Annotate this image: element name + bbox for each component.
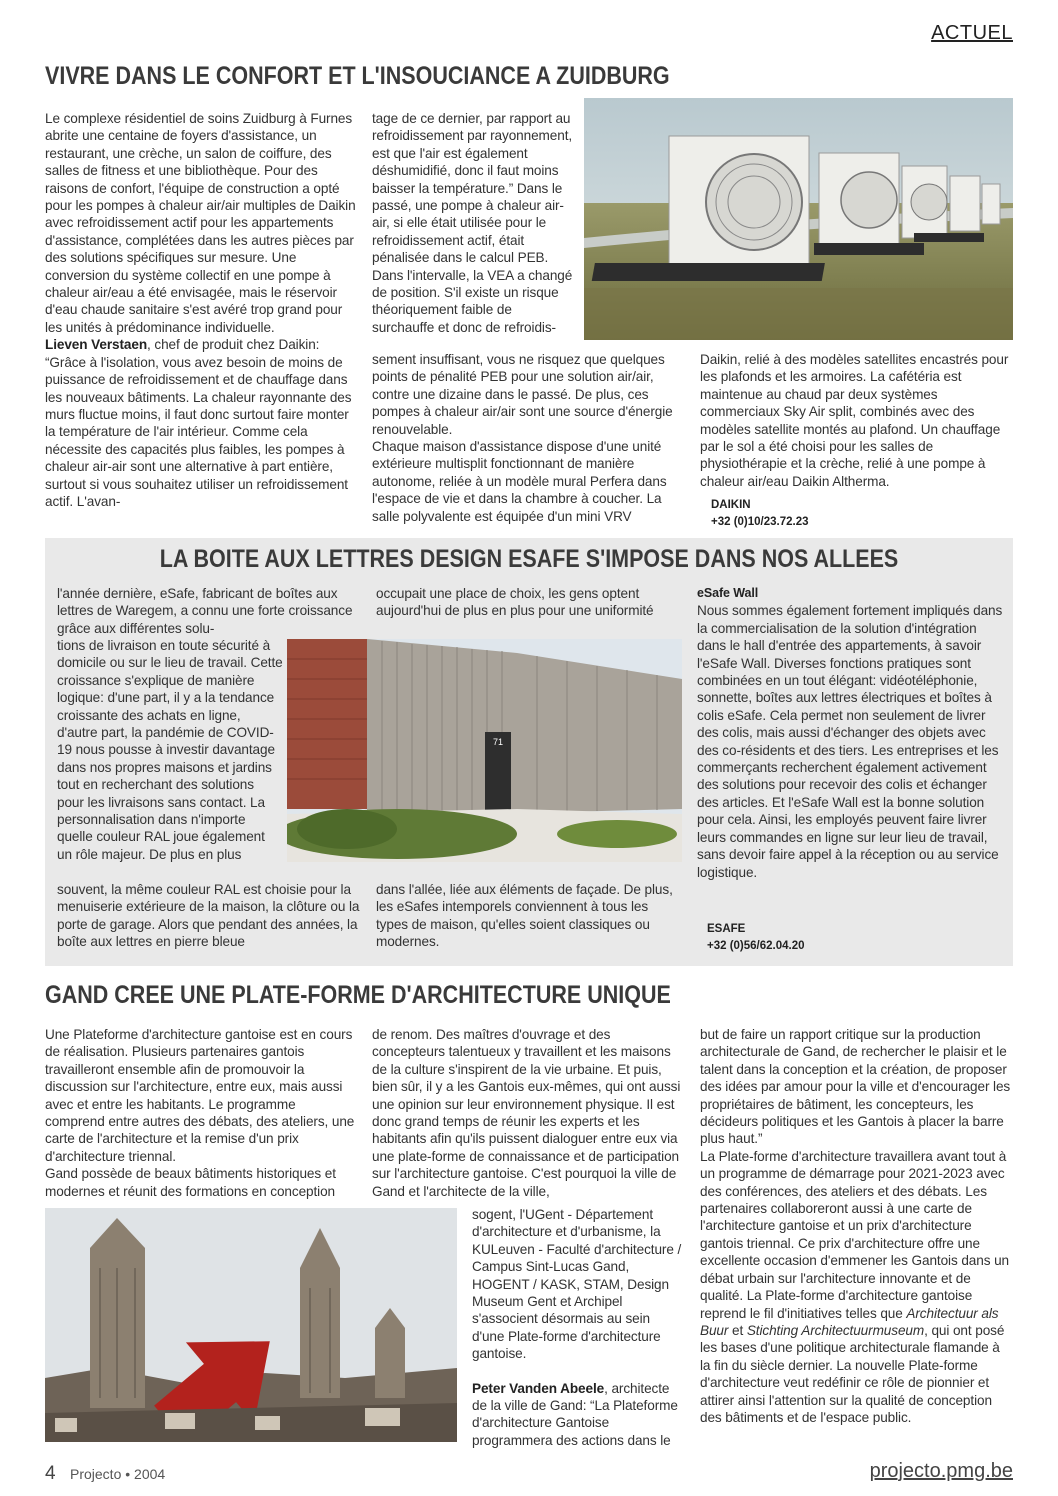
article1-col2-para2: Chaque maison d'assistance dispose d'une unité extérieure multisplit fonctionnant de manière autonome, reliée à un modèle mural Perfera dans l'espace de vie et dans la chambre à coucher. La salle polyvalente est équipée d'un mini VRV (372, 439, 667, 524)
section-tag: ACTUEL (931, 22, 1013, 44)
esafe-photo (287, 639, 682, 862)
article2-col3 (697, 585, 1003, 881)
article2-col1-mid: tions de livraison en toute sécurité à domicile ou sur le lieu de travail. Cette croissance s'explique de manière logique: d'une part, il y a la tendance croissante des achats en ligne, d'autre part, la pandémie de COVID-19 nous pousse à investir davantage dans nos propres maisons et jardins tout en recherchant des solutions pour les livraisons sans contact. La personnalisation dans n'importe quelle couleur RAL joue également un rôle majeur. De plus en plus (57, 638, 283, 862)
heat-pump-photo (584, 98, 1013, 340)
article3-col1 (45, 1026, 357, 1200)
article1-col3: Daikin, relié à des modèles satellites encastrés pour les plafonds et les armoires. La cafétéria est maintenue au chaud par deux systèmes commerciaux Sky Air split, combinés avec des modèles satellite montés au plafond. Un chauffage par le sol a été choisi pour les salles de physiothérapie et la crèche, relié à une pompe à chaleur air/eau Daikin Altherma. (700, 352, 1009, 489)
article2-col3-text: Nous sommes également fortement impliqués dans la commercialisation de la solution d'intégration dans le hall d'entrée des appartements, à savoir l'eSafe Wall. Diverses fonctions pratiques sont combinées en un tout élégant: vidéotéléphonie, sonnette, boîtes aux lettres électriques et boîtes à colis eSafe. Cela permet non seulement de livrer des colis, mais aussi d'échanger des objets avec des co-résidents et des tiers. Les entreprises et les commerçants recherchent également activement des solutions pour recevoir des colis et échanger des articles. Et l'eSafe Wall est la bonne solution pour cela. Ainsi, les employés peuvent faire livrer leurs commandes en ligne sur leur lieu de travail, sans devoir faire appel à la réception ou au service logistique. (697, 603, 1003, 880)
article2-col1-top: l'année dernière, eSafe, fabricant de boîtes aux lettres de Waregem, a connu une forte croissance grâce aux différentes solu- (57, 586, 353, 636)
article1-quote (45, 336, 357, 510)
article3-quote (472, 1380, 684, 1450)
article1-contact-name: DAIKIN (711, 499, 751, 511)
article3-col2-para: sogent, l'UGent - Département d'architecture et d'urbanisme, la KULeuven - Faculté d'architecture / Campus Sint-Lucas Gand, HOGENT / KASK, STAM, Design Museum Gent et Archipel s'associent désormais au sein d'une Plate-forme d'architecture gantoise. (472, 1207, 682, 1362)
article3-col3 (700, 1026, 1012, 1426)
article3-col1-para1: Une Plateforme d'architecture gantoise est en cours de réalisation. Plusieurs partenaires gantois travailleront ensemble afin de promouvoir la discussion sur l'architecture, entre eux, mais aussi avec et entre les habitants. Le programme comprend entre autres des débats, des ateliers, une carte de l'architecture et la remise d'un prix d'architecture triennal. (45, 1027, 355, 1164)
website-link[interactable]: projecto.pmg.be (869, 1460, 1013, 1482)
article1-col2-bottom (372, 351, 682, 525)
article2-title-wrap (45, 545, 1013, 574)
ghent-photo (45, 1208, 457, 1442)
article3-col1-para2: Gand possède de beaux bâtiments historiques et modernes et réunit des formations en conception (45, 1166, 336, 1199)
article2-contact (707, 921, 805, 955)
article2-col2-bottom: dans l'allée, liée aux éléments de façade. De plus, les eSafes intemporels conviennent à tous les types de maison, qu'elles soient classiques ou modernes. (376, 882, 673, 950)
article1-title: VIVRE DANS LE CONFORT ET L'INSOUCIANCE A ZUIDBURG (45, 62, 670, 90)
article3-col3-para1: but de faire un rapport critique sur la production architecturale de Gand, de rechercher le plaisir et le talent dans la conception et la création, de proposer des idées par amour pour la ville et d'encourager les propriétaires de bâtiment, les concepteurs, les décideurs politiques et les Gantois à placer la barre plus haut.” (700, 1027, 1011, 1147)
article2-title: LA BOITE AUX LETTRES DESIGN ESAFE S'IMPOSE DANS NOS ALLEES (159, 545, 899, 573)
article2-contact-name: ESAFE (707, 923, 746, 935)
article3-col3-and: et (728, 1322, 747, 1338)
article1-col1-text: Le complexe résidentiel de soins Zuidburg à Furnes abrite une centaine de foyers d'assistance, un restaurant, une crèche, un salon de coiffure, des salles de fitness et une bibliothèque. Pour des raisons de confort, l'équipe de construction a opté pour les pompes à chaleur air/air multiples de Daikin avec refroidissement actif pour les appartements d'assistance, complétées dans les autres pièces par des solutions spécifiques sur mesure. Une conversion du système collectif en une pompe à chaleur air/eau a été envisagée, mais le réservoir d'eau chaude sanitaire s'est avéré trop grand pour les unités à prédominance individuelle. (45, 111, 356, 335)
article2-col1-bottom: souvent, la même couleur RAL est choisie pour la menuiserie extérieure de la maison, la clôture ou la porte de garage. Alors que pendant des années, la boîte aux lettres en pierre bleue (57, 882, 360, 950)
article1-contact (711, 497, 809, 531)
article3-col3-text1: La Plate-forme d'architecture travaillera avant tout à un programme de démarrage pour 2021-2023 avec des conférences, des ateliers et des débats. Les partenaires collaboreront aussi à une carte de l'architecture gantoise et un prix d'architecture gantois triennal. Ce prix d'architecture offre une excellente occasion d'emmener les Gantois dans un débat urbain sur l'architecture innovante et de qualité. La Plate-forme d'architecture gantoise reprend le fil d'initiatives telles que (700, 1148, 1010, 1321)
article2-col3-title: eSafe Wall (697, 586, 759, 600)
article3-title: GAND CREE UNE PLATE-FORME D'ARCHITECTURE UNIQUE (45, 981, 671, 1009)
article3-col2-top: de renom. Des maîtres d'ouvrage et des concepteurs talentueux y travaillent et les maisons de la culture s'inspirent de la vie urbaine. Et puis, bien sûr, il y a les Gantois eux-mêmes, qui ont aussi une opinion sur leur environnement physique. Il est donc grand temps de réunir les experts et les habitants afin qu'ils puissent dialoguer entre eux via une plate-forme de connaissance et de participation sur l'architecture gantoise. C'est pourquoi la ville de Gand et l'architecte de la ville, (372, 1027, 681, 1199)
article3-col3-italic1: Architectuur als Buur (700, 1305, 999, 1338)
article2-col2-top: occupait une place de choix, les gens optent aujourd'hui de plus en plus pour une uniformité (376, 586, 654, 619)
magazine-name: Projecto • 2004 (70, 1466, 166, 1482)
article3-col3-text2: , qui ont posé les bases d'une politique architecturale flamande à la fin du siècle dernier. La nouvelle Plate-forme d'architecture veut redéfinir ce rôle de pionnier et attirer ainsi l'attention sur la qualité de conception des bâtiments et de l'espace public. (700, 1322, 1005, 1425)
article2-contact-phone: +32 (0)56/62.04.20 (707, 940, 805, 952)
article1-col2-para1: sement insuffisant, vous ne risquez que quelques points de pénalité PEB pour une solution air/air, contre une dizaine dans le passé. De plus, ces pompes à chaleur air/air sont une source d'énergie renouvelable. (372, 352, 673, 437)
page-number: 4 (45, 1463, 56, 1484)
article3-col3-italic2: Stichting Architectuurmuseum (746, 1322, 925, 1338)
esafe-photo-number: 71 (492, 737, 504, 747)
article1-quote-text: , chef de produit chez Daikin: “Grâce à l'isolation, vous avez besoin de moins de puissance de refroidissement et de chauffage dans les nouveaux bâtiments. La chaleur rayonnante des murs fluctue moins, il faut donc surtout faire monter la température de l'air intérieur. Comme cela nécessite des capacités plus faibles, les pompes à chaleur air-air sont une alternative à part entière, surtout si vous souhaitez utiliser un refroidissement actif. L'avan- (45, 337, 352, 509)
article1-contact-phone: +32 (0)10/23.72.23 (711, 516, 809, 528)
article1-col2-top: tage de ce dernier, par rapport au refroidissement par rayonnement, est que l'air est également déshumidifié, donc il faut moins baisser la température.” Dans le passé, une pompe à chaleur air-air, si elle était utilisée pour le refroidissement actif, était pénalisée dans le calcul PEB. Dans l'intervalle, la VEA a changé de position. S'il existe un risque théoriquement faible de surchauffe et donc de refroidis- (372, 111, 573, 335)
article1-quote-name: Lieven Verstaen (45, 337, 148, 353)
article3-quote-name: Peter Vanden Abeele (472, 1380, 605, 1396)
article1-col1 (45, 110, 357, 510)
article3-quote-text: , architecte de la ville de Gand: “La Plateforme d'architecture Gantoise programmera des actions dans le (472, 1380, 678, 1448)
article3-col3-para2 (700, 1148, 1012, 1427)
article3-col2-bottom (472, 1206, 684, 1449)
